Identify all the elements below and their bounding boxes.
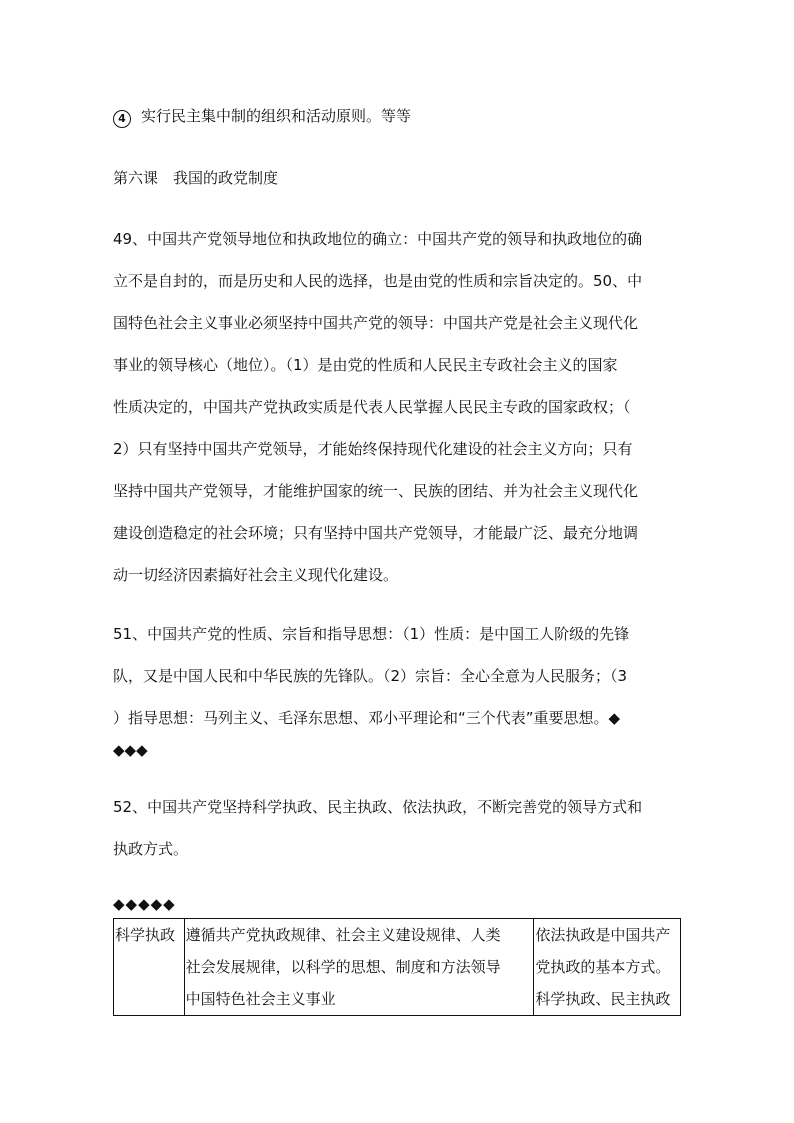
- lesson-title: 第六课 我国的政党制度: [113, 169, 279, 187]
- cell-text: 科学执政: [115, 926, 176, 944]
- cell-text: 社会发展规律，以科学的思想、制度和方法领导: [185, 958, 501, 976]
- para49-line: 事业的领导核心（地位）。（1）是由党的性质和人民民主专政社会主义的国家: [113, 356, 618, 374]
- item-4: [113, 107, 411, 128]
- para49-line: 建设创造稳定的社会环境；只有坚持中国共产党领导，才能最广泛、最充分地调: [113, 524, 639, 542]
- circled-number-4: 4: [113, 110, 131, 128]
- cell-text: 科学执政、民主执政: [535, 990, 671, 1008]
- para49-line: 国特色社会主义事业必须坚持中国共产党的领导：中国共产党是社会主义现代化: [113, 314, 639, 332]
- diamond-separator: ◆◆◆◆◆: [113, 895, 176, 913]
- para52-line: 执政方式。: [113, 840, 189, 858]
- para51-line: 队，又是中国人民和中华民族的先锋队。（2）宗旨：全心全意为人民服务；（3: [113, 667, 628, 685]
- table-row: [114, 919, 681, 1016]
- para52-line: 52、中国共产党坚持科学执政、民主执政、依法执政，不断完善党的领导方式和: [113, 798, 643, 816]
- para49-line: 性质决定的，中国共产党执政实质是代表人民掌握人民民主专政的国家政权；（: [113, 398, 631, 416]
- cell-text: 中国特色社会主义事业: [185, 990, 336, 1008]
- para49-line: 坚持中国共产党领导，才能维护国家的统一、民族的团结、并为社会主义现代化: [113, 482, 639, 500]
- governance-table: [113, 918, 681, 1016]
- para49-line: 2）只有坚持中国共产党领导，才能始终保持现代化建设的社会主义方向；只有: [113, 440, 633, 458]
- para49-line: 49、中国共产党领导地位和执政地位的确立：中国共产党的领导和执政地位的确: [113, 230, 643, 248]
- para51-line: ）指导思想：马列主义、毛泽东思想、邓小平理论和“三个代表”重要思想。◆: [113, 709, 621, 727]
- table-cell-category: [114, 919, 185, 1016]
- cell-text: 依法执政是中国共产: [535, 926, 671, 944]
- item-4-text: 实行民主集中制的组织和活动原则。等等: [141, 107, 412, 125]
- para49-line: 立不是自封的，而是历史和人民的选择，也是由党的性质和宗旨决定的。50、中: [113, 272, 643, 290]
- cell-text: 党执政的基本方式。: [535, 958, 671, 976]
- para49-line: 动一切经济因素搞好社会主义现代化建设。: [113, 566, 399, 584]
- table-cell-description: [184, 919, 534, 1016]
- cell-text: 遵循共产党执政规律、社会主义建设规律、人类: [185, 926, 501, 944]
- para51-line: ◆◆◆: [113, 741, 148, 759]
- para51-line: 51、中国共产党的性质、宗旨和指导思想：（1）性质：是中国工人阶级的先锋: [113, 625, 630, 643]
- table-cell-note: [534, 919, 681, 1016]
